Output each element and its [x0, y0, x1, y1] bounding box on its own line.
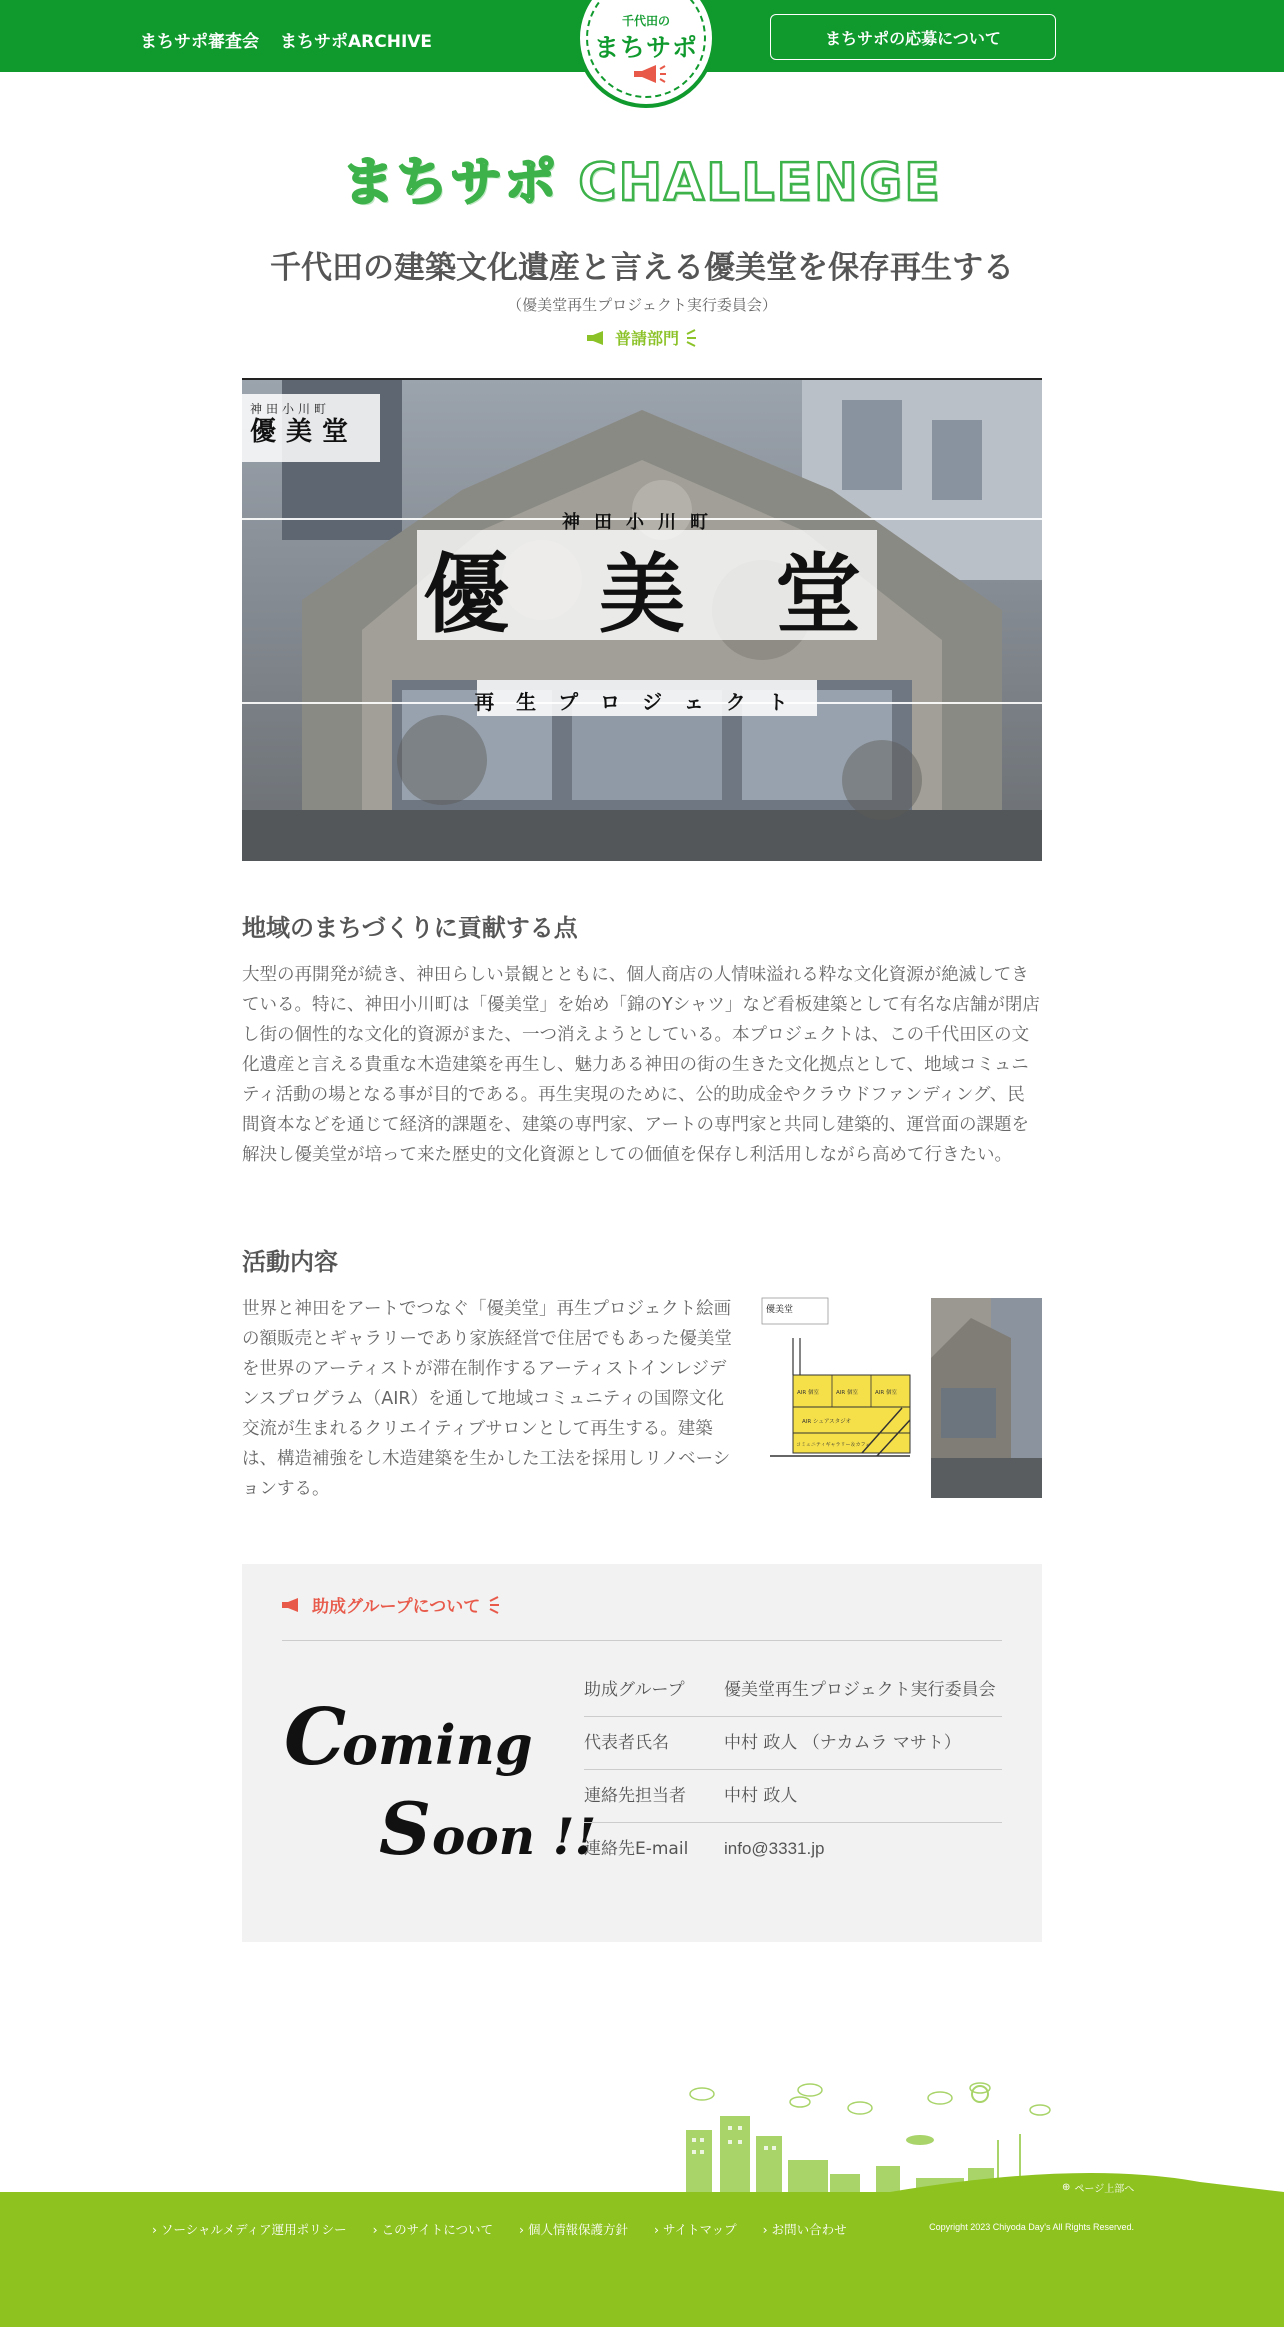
site-logo[interactable] [576, 0, 716, 108]
arrow-up-icon: ⊕ [1062, 2182, 1071, 2193]
footer-link-contact[interactable]: › お問い合わせ [762, 2222, 847, 2237]
megaphone-icon [587, 331, 609, 345]
footer-link-sns-policy[interactable]: › ソーシャルメディア運用ポリシー [152, 2222, 347, 2237]
hero-tag-top: 神田小川町 [250, 402, 331, 416]
hero-main-title: 優美堂 [423, 544, 951, 645]
footer-link-about[interactable]: › このサイトについて [372, 2222, 493, 2237]
page-top-label: ページ上部へ [1074, 2184, 1135, 2195]
plan-label: AIR 個室 [797, 1390, 819, 1396]
footer-link-privacy[interactable]: › 個人情報保護方針 [519, 2222, 628, 2237]
nav-link-archive[interactable]: まちサポARCHIVE [280, 32, 433, 52]
table-row [584, 1823, 1002, 1876]
megaphone-icon [632, 64, 668, 84]
plan-label: AIR シェアスタジオ [802, 1419, 852, 1425]
site-footer [0, 2192, 1284, 2327]
apply-info-button[interactable]: まちサポの応募について [770, 14, 1056, 60]
plan-label: AIR 個室 [836, 1390, 858, 1396]
site-header [0, 0, 1284, 72]
svg-text:S: S [379, 1786, 431, 1871]
logo-big-text: まちサポ [593, 33, 698, 62]
email-link[interactable]: info@3331.jp [724, 1839, 825, 1858]
table-row [584, 1770, 1002, 1823]
plan-label: コミュニティギャラリー＆カフェ [796, 1442, 871, 1448]
footer-nav [152, 2220, 847, 2238]
city-illustration [680, 2080, 1284, 2192]
project-organizer: （優美堂再生プロジェクト実行委員会） [507, 296, 777, 314]
row-value: 優美堂再生プロジェクト実行委員会 [724, 1680, 996, 1700]
footer-link-sitemap[interactable]: › サイトマップ [654, 2222, 737, 2237]
row-key: 助成グループ [584, 1680, 685, 1700]
building-photo-side [931, 1298, 1042, 1498]
group-info-panel [242, 1564, 1042, 1942]
section-body-contribution: 大型の再開発が続き、神田らしい景観とともに、個人商店の人情味溢れる粋な文化資源が絶滅してきている。特に、神田小川町は「優美堂」を始め「錦のYシャツ」など看板建築として有名な店舗が閉店し街の個性的な文化的資源がまた、一つ消えようとしている。本プロジェクトは、この千代田区の文化遺産と言える貴重な木造建築を再生し、魅力ある神田の街の生きた文化拠点として、地域コミュニティ活動の場となる事が目的である。再生実現のために、公的助成金やクラウドファンディング、民間資本などを通じて経済的課題を、建築の専門家、アートの専門家と共同し建築的、運営面の課題を解決し優美堂が培って来た歴史的文化資源としての価値を保存し利活用しながら高めて行きたい。 [242, 965, 1040, 1165]
group-heading-label: 助成グループについて [312, 1597, 481, 1617]
group-heading [282, 1592, 500, 1617]
hero-tag-main: 優美堂 [250, 417, 359, 447]
table-row [584, 1717, 1002, 1770]
row-value: 中村 政人 [724, 1786, 798, 1806]
row-key: 代表者氏名 [584, 1733, 669, 1753]
hero-subtitle-top: 神田小川町 [562, 512, 722, 533]
hero-image [242, 378, 1042, 859]
section-heading-contribution: 地域のまちづくりに貢献する点 [242, 914, 578, 942]
sound-lines-icon [488, 1596, 500, 1614]
svg-text:優美堂: 優美堂 [766, 1305, 794, 1315]
divider [282, 1640, 1002, 1641]
megaphone-icon [282, 1598, 304, 1612]
coming-soon-image [284, 1669, 597, 1871]
project-title: 千代田の建築文化遺産と言える優美堂を保存再生する [270, 250, 1014, 286]
hero-tag [242, 394, 380, 462]
category-label: 普請部門 [614, 329, 679, 348]
hero-subtitle-bottom: 再生プロジェクト [474, 690, 810, 714]
challenge-logo: まちサポ CHALLENGE [342, 153, 942, 213]
logo-small-text: 千代田の [621, 14, 670, 28]
svg-text:oon !!: oon !! [432, 1807, 597, 1866]
row-value: 中村 政人 （ナカムラ マサト） [724, 1733, 961, 1753]
row-key: 連絡先E-mail [584, 1839, 689, 1859]
svg-text:C: C [284, 1692, 347, 1783]
section-heading-activity: 活動内容 [242, 1248, 338, 1276]
nav-link-review[interactable]: まちサポ審査会 [140, 32, 259, 52]
plan-label: AIR 個室 [875, 1390, 897, 1396]
group-info-table [584, 1664, 1002, 1875]
row-key: 連絡先担当者 [584, 1786, 686, 1806]
table-row [584, 1664, 1002, 1717]
category-badge [0, 326, 1284, 349]
svg-text:oming: oming [342, 1713, 533, 1777]
copyright-text: Copyright 2023 Chiyoda Day's All Rights Reserved. [929, 2222, 1134, 2232]
page-top-link[interactable] [1062, 2180, 1134, 2195]
section-body-activity: 世界と神田をアートでつなぐ「優美堂」再生プロジェクト絵画の額販売とギャラリーであり家族経営で住居でもあった優美堂を世界のアーティストが滞在制作するアーティストインレジデンスプログラム（AIR）を通して地域コミュニティの国際文化交流が生まれるクリエイティブサロンとして再生する。建築は、構造補強をし木造建築を生かした工法を採用しリノベーションする。 [242, 1299, 732, 1499]
floorplan-diagram [762, 1298, 914, 1460]
sound-lines-icon [685, 329, 697, 347]
floorplan-image [762, 1298, 914, 1460]
